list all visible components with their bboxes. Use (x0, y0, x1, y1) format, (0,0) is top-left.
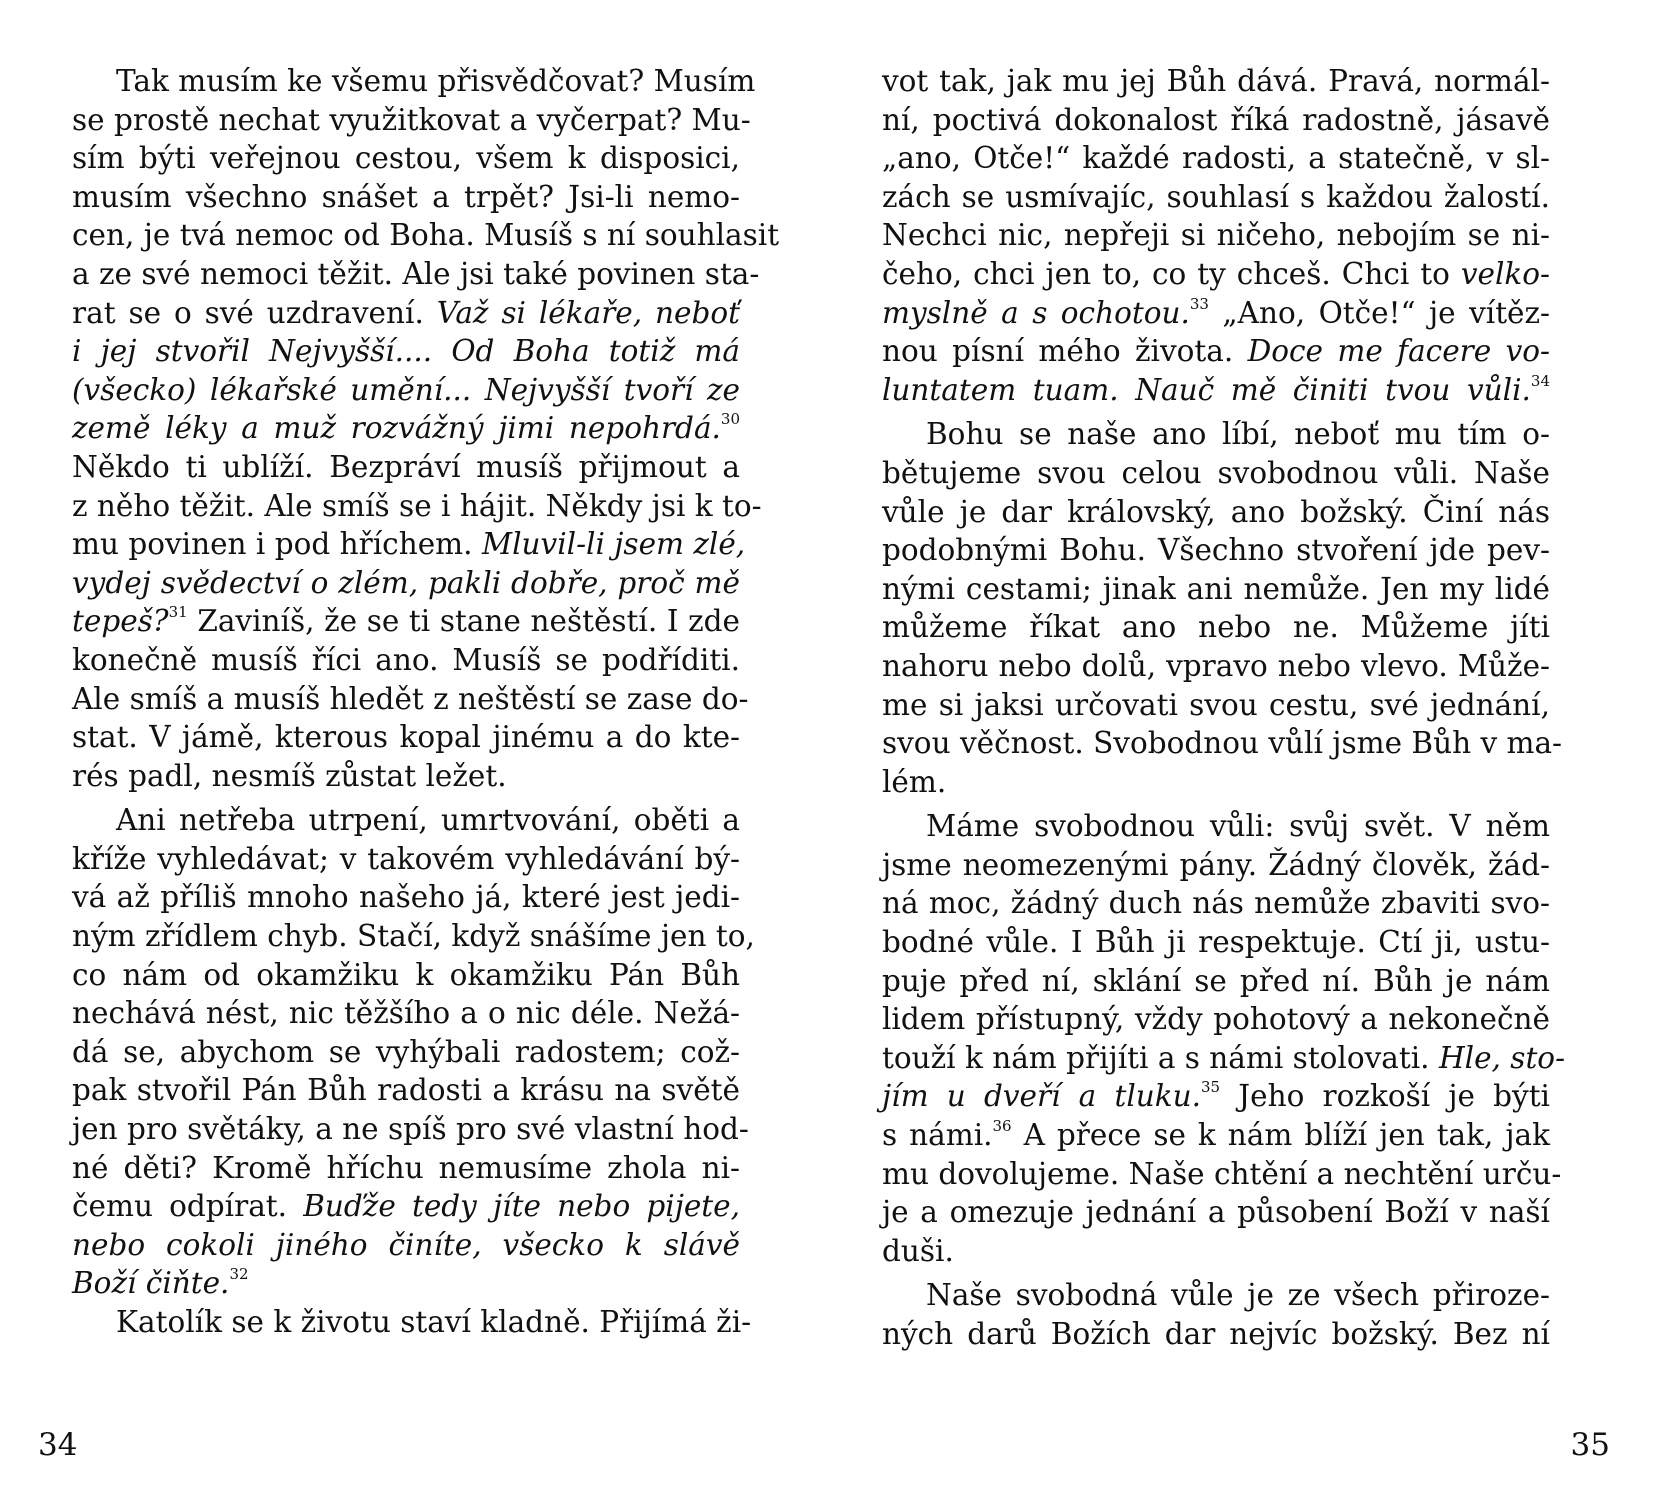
text-line (72, 956, 740, 995)
italic-quote: nebo cokoli jiného činíte, všecko k slávě (72, 1227, 740, 1262)
text-run: a ze své nemoci těžit. Ale jsi také povinen sta- (72, 256, 760, 291)
footnote-ref: 33 (1189, 294, 1209, 313)
text-run: stat. V jámě, kterous kopal jinému a do kte- (72, 720, 740, 755)
italic-quote: Važ si lékaře, neboť (436, 295, 740, 330)
text-run: z něho těžit. Ale smíš se i hájit. Někdy jsi k to- (72, 488, 762, 523)
italic-quote: jím u dveří a tluku. (882, 1079, 1202, 1114)
text-line (72, 525, 746, 564)
footnote-ref: 34 (1530, 371, 1550, 390)
text-run: Naše svobodná vůle je ze všech přiroze- (926, 1278, 1550, 1313)
text-run: vá až příliš mnoho našeho já, které jest jedi- (72, 880, 740, 915)
text-line (72, 564, 740, 603)
text-run: touží k nám přijíti a s námi stolovati. (882, 1040, 1439, 1075)
text-line (882, 255, 1550, 294)
text-line (882, 294, 1550, 333)
text-line (882, 884, 1550, 923)
text-run: lém. (882, 764, 947, 799)
text-run: můžeme říkat ano nebo ne. Můžeme jíti (882, 610, 1550, 645)
text-line (882, 531, 1550, 570)
left-page-text (72, 62, 780, 1342)
text-run: Někdo ti ublíží. Bezpráví musíš přijmout a (72, 449, 740, 484)
text-line (72, 1033, 740, 1072)
text-line (882, 1155, 1562, 1194)
text-run: Katolík se k životu staví kladně. Přijímá ži- (116, 1305, 752, 1339)
text-run: Nechci nic, nepřeji si ničeho, nebojím se ni- (882, 218, 1550, 253)
page-number-right: 35 (1570, 1427, 1610, 1463)
text-run: čemu odpírat. (72, 1189, 304, 1224)
text-run: Ani netřeba utrpení, umrtvování, oběti a (116, 803, 740, 838)
text-line (72, 255, 760, 294)
footnote-ref: 32 (229, 1265, 249, 1284)
text-run: rat se o své uzdravení. (72, 295, 437, 330)
italic-quote: luntatem tuam. Nauč mě činiti tvou vůli. (882, 372, 1531, 407)
text-line (72, 840, 740, 879)
text-run: vot tak, jak mu jej Bůh dává. Pravá, normál- (882, 64, 1550, 98)
text-run: ní, poctivá dokonalost říká radostně, jásavě (882, 102, 1550, 137)
text-run: kříže vyhledávat; v takovém vyhledávání bý- (72, 841, 740, 876)
text-run: mu povinen i pod hříchem. (72, 527, 482, 562)
text-run: je a omezuje jednání a působení Boží v naší (882, 1195, 1550, 1230)
text-run: konečně musíš říci ano. Musíš se podříditi. (72, 642, 740, 677)
text-line (72, 878, 740, 917)
text-run: Zaviníš, že se ti stane neštěstí. I zde (187, 604, 740, 639)
text-line (882, 493, 1550, 532)
text-line (882, 846, 1550, 885)
text-line (882, 923, 1550, 962)
text-run: „ano, Otče!“ každé radosti, a statečně, v sl- (882, 141, 1550, 176)
text-line (882, 647, 1550, 686)
text-line (72, 1149, 740, 1188)
text-line (882, 1232, 1550, 1271)
text-line (882, 1315, 1550, 1354)
text-run: lidem přístupný, vždy pohotový a nekonečně (882, 1002, 1550, 1037)
text-run: nou písní mého života. (882, 334, 1248, 369)
text-run: ným zřídlem chyb. Stačí, když snášíme jen to, (72, 919, 755, 954)
text-run: se prostě nechat využitkovat a vyčerpat? Mu- (72, 102, 751, 137)
text-line (72, 101, 751, 140)
text-run: duši. (882, 1233, 954, 1268)
text-line (72, 139, 740, 178)
italic-quote: Mluvil-li jsem zlé, (481, 527, 746, 562)
right-page (836, 0, 1672, 1501)
text-run: bětujeme svou celou svobodnou vůli. Naše (882, 455, 1550, 490)
text-line (72, 1110, 749, 1149)
text-line (72, 680, 749, 719)
italic-quote: Boží čiňte. (72, 1266, 230, 1301)
text-line (72, 371, 740, 410)
text-run: nahoru nebo dolů, vpravo nebo vlevo. Může- (882, 648, 1550, 683)
text-line (72, 1071, 740, 1110)
text-line (882, 62, 1550, 101)
text-line (72, 448, 740, 487)
text-line (72, 757, 740, 796)
text-line (882, 724, 1563, 763)
text-line (882, 570, 1550, 609)
text-line (882, 332, 1550, 371)
text-run: s námi. (882, 1118, 993, 1153)
text-line (882, 178, 1550, 217)
text-line (882, 1193, 1550, 1232)
italic-quote: Doce me facere vo- (1247, 334, 1550, 369)
text-line (72, 1226, 740, 1265)
text-line (72, 216, 780, 255)
text-run: Jeho rozkoší je býti (1220, 1079, 1550, 1114)
text-line (882, 415, 1550, 454)
text-run: nechává nést, nic těžšího a o nic déle. Nežá- (72, 996, 740, 1031)
text-line (72, 917, 755, 956)
text-run: rés padl, nesmíš zůstat ležet. (72, 758, 507, 793)
italic-quote: (všecko) lékařské umění... Nejvyšší tvoří ze (72, 372, 740, 407)
italic-quote: velko- (1460, 256, 1550, 291)
text-run: Bohu se naše ano líbí, neboť mu tím o- (926, 417, 1550, 452)
text-line (72, 718, 740, 757)
italic-quote: Buďže tedy jíte nebo pijete, (303, 1189, 741, 1224)
italic-quote: tepeš? (72, 604, 169, 639)
text-line (882, 962, 1550, 1001)
text-line (882, 454, 1550, 493)
text-run: ných darů Božích dar nejvíc božský. Bez ní (882, 1317, 1550, 1351)
text-run: zách se usmívajíc, souhlasí s každou žalostí. (882, 179, 1550, 214)
text-run: cen, je tvá nemoc od Boha. Musíš s ní souhlasit (72, 218, 780, 253)
text-line (882, 1116, 1550, 1155)
text-line (882, 608, 1550, 647)
text-line (72, 602, 740, 641)
text-run: „Ano, Otče!“ je vítěz- (1208, 295, 1551, 330)
text-run: Ale smíš a musíš hledět z neštěstí se zase do- (72, 681, 749, 716)
text-line (882, 139, 1550, 178)
text-line (882, 807, 1550, 846)
text-run: mu dovolujeme. Naše chtění a nechtění urču- (882, 1156, 1562, 1191)
text-run: ná moc, žádný duch nás nemůže zbaviti svo- (882, 886, 1550, 921)
footnote-ref: 31 (168, 603, 188, 622)
text-run: puje před ní, sklání se před ní. Bůh je nám (882, 963, 1550, 998)
text-run: né děti? Kromě hříchu nemusíme zhola ni- (72, 1150, 740, 1185)
text-line (72, 178, 740, 217)
text-line (882, 1276, 1550, 1315)
text-run: bodné vůle. I Bůh ji respektuje. Ctí ji, ustu- (882, 925, 1550, 960)
text-line (882, 763, 1550, 802)
text-run: vůle je dar královský, ano božský. Činí nás (882, 494, 1550, 529)
text-run: svou věčnost. Svobodnou vůlí jsme Bůh v ma- (882, 726, 1563, 761)
text-line (72, 994, 740, 1033)
text-run: co nám od okamžiku k okamžiku Pán Bůh (72, 957, 740, 992)
text-run: nými cestami; jinak ani nemůže. Jen my lidé (882, 571, 1550, 606)
text-line (882, 216, 1550, 255)
italic-quote: vydej svědectví o zlém, pakli dobře, proč mě (72, 565, 740, 600)
text-line (882, 686, 1550, 725)
text-line (882, 1000, 1550, 1039)
right-page-text (882, 62, 1566, 1354)
text-run: Máme svobodnou vůli: svůj svět. V něm (926, 809, 1550, 844)
text-line (72, 641, 740, 680)
text-run: jen pro světáky, a ne spíš pro své vlastní hod- (72, 1112, 749, 1147)
page-number-left: 34 (38, 1427, 78, 1463)
text-run: podobnými Bohu. Všechno stvoření jde pev- (882, 533, 1550, 568)
text-line (72, 1303, 752, 1342)
text-run: musím všechno snášet a trpět? Jsi-li nemo- (72, 179, 740, 214)
italic-quote: Hle, sto- (1438, 1040, 1566, 1075)
text-line (72, 332, 740, 371)
footnote-ref: 35 (1201, 1078, 1221, 1097)
text-line (72, 801, 740, 840)
text-run: sím býti veřejnou cestou, všem k disposici, (72, 141, 740, 176)
text-line (882, 1039, 1566, 1078)
text-run: čeho, chci jen to, co ty chceš. Chci to (882, 256, 1461, 291)
text-line (882, 371, 1550, 410)
text-line (882, 101, 1550, 140)
text-line (72, 62, 756, 101)
text-run: Tak musím ke všemu přisvědčovat? Musím (116, 64, 756, 98)
text-line (72, 294, 740, 333)
text-run: jsme neomezenými pány. Žádný člověk, žád- (882, 847, 1550, 882)
italic-quote: i jej stvořil Nejvyšší.... Od Boha totiž má (72, 334, 740, 369)
text-line (882, 1077, 1550, 1116)
footnote-ref: 30 (720, 410, 740, 429)
text-line (72, 487, 762, 526)
text-run: dá se, abychom se vyhýbali radostem; což- (72, 1034, 740, 1069)
text-line (72, 1264, 740, 1303)
text-run: A přece se k nám blíží jen tak, jak (1011, 1118, 1551, 1153)
text-run: me si jaksi určovati svou cestu, své jednání, (882, 687, 1550, 722)
italic-quote: země léky a muž rozvážný jimi nepohrdá. (72, 411, 721, 446)
footnote-ref: 36 (992, 1117, 1012, 1136)
italic-quote: myslně a s ochotou. (882, 295, 1190, 330)
text-line (72, 1187, 740, 1226)
text-run: pak stvořil Pán Bůh radosti a krásu na světě (72, 1073, 740, 1108)
text-line (72, 409, 740, 448)
